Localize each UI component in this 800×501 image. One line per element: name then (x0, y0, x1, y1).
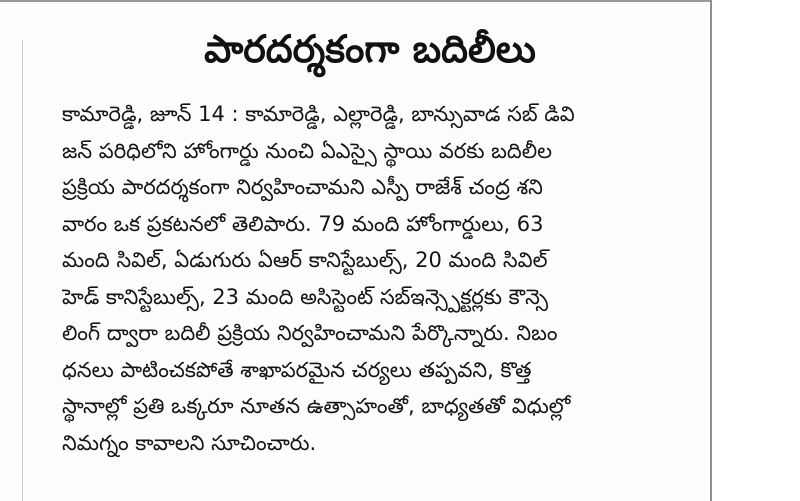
top-rule-divider (0, 0, 712, 2)
left-column-divider (22, 40, 23, 501)
right-margin (712, 0, 800, 501)
article-line-10: నిమగ్నం కావాలని సూచించారు. (62, 430, 317, 455)
article-line-5: మంది సివిల్, ఏడుగురు ఏఆర్ కానిస్టేబుల్స్, 20 మంది సివిల్ (62, 248, 548, 272)
article-line-2: జన్ పరిధిలోని హోంగార్డు నుంచి ఏఎస్సై స్థాయి వరకు బదిలీల (62, 138, 553, 163)
article-line-4: వారం ఒక ప్రకటనలో తెలిపారు. 79 మంది హోంగార్డులు, 63 (62, 211, 544, 236)
article-line-3: ప్రక్రియ పారదర్శకంగా నిర్వహించామని ఎస్పీ రాజేశ్ చంద్ర శని (62, 175, 543, 199)
article-body (62, 96, 702, 461)
article-headline: పారదర్శకంగా బదిలీలు (204, 27, 536, 71)
article-line-7: లింగ్ ద్వారా బదిలీ ప్రక్రియ నిర్వహించామని పేర్కొన్నారు. నిబం (62, 321, 558, 345)
article-line-9: స్థానాల్లో ప్రతి ఒక్కరూ నూతన ఉత్సాహంతో, బాధ్యతతో విధుల్లో (62, 394, 571, 418)
article-line-1: కామారెడ్డి, జూన్ 14 : కామారెడ్డి, ఎల్లారెడ్డి, బాన్సువాడ సబ్ డివి (62, 102, 575, 126)
article-line-8: ధనలు పాటించకపోతే శాఖాపరమైన చర్యలు తప్పవని, కొత్త (62, 357, 532, 382)
article-line-6: హెడ్ కానిస్టేబుల్స్, 23 మంది అసిస్టెంట్ సబ్ఇన్స్పెక్టర్లకు కౌన్సె (62, 284, 548, 309)
